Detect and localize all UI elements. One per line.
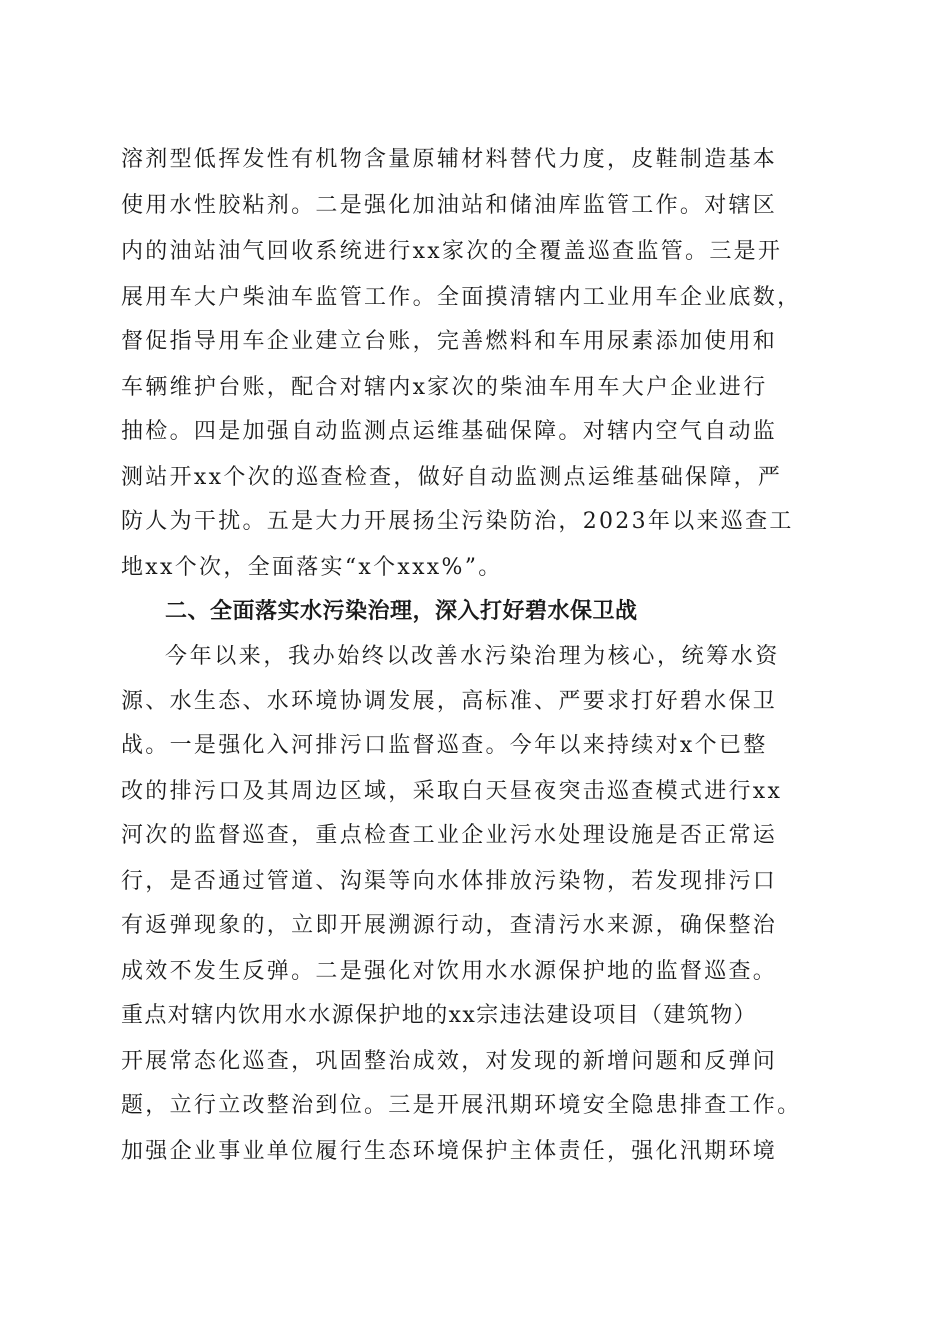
- text-line: 改的排污口及其周边区域，采取白天昼夜突击巡查模式进行xx: [121, 779, 783, 804]
- text-line: 成效不发生反弹。二是强化对饮用水水源保护地的监督巡查。: [121, 959, 778, 984]
- text-line: 今年以来，我办始终以改善水污染治理为核心，统筹水资: [165, 644, 781, 669]
- document-body: [121, 0, 841, 1344]
- text-line: 行，是否通过管道、沟渠等向水体排放污染物，若发现排污口: [121, 869, 778, 894]
- text-line: 开展常态化巡查，巩固整治成效，对发现的新增问题和反弹问: [121, 1049, 778, 1074]
- text-line: 展用车大户柴油车监管工作。全面摸清辖内工业用车企业底数，: [121, 285, 802, 310]
- text-line: 督促指导用车企业建立台账，完善燃料和车用尿素添加使用和: [121, 329, 778, 354]
- text-line: 测站开xx个次的巡查检查，做好自动监测点运维基础保障，严: [121, 465, 783, 490]
- text-line: 车辆维护台账，配合对辖内x家次的柴油车用车大户企业进行: [121, 375, 768, 400]
- text-line: 抽检。四是加强自动监测点运维基础保障。对辖内空气自动监: [121, 419, 778, 444]
- text-line: 加强企业事业单位履行生态环境保护主体责任，强化汛期环境: [121, 1139, 778, 1164]
- text-line: 战。一是强化入河排污口监督巡查。今年以来持续对x个已整: [121, 733, 768, 758]
- text-line: 题，立行立改整治到位。三是开展汛期环境安全隐患排查工作。: [121, 1093, 802, 1118]
- text-line: 重点对辖内饮用水水源保护地的xx宗违法建设项目（建筑物）: [121, 1003, 758, 1028]
- text-line: 河次的监督巡查，重点检查工业企业污水处理设施是否正常运: [121, 823, 778, 848]
- text-line: 有返弹现象的，立即开展溯源行动，查清污水来源，确保整治: [121, 913, 778, 938]
- text-line: 地xx个次，全面落实“x个xxx%”。: [121, 555, 503, 580]
- text-line: 防人为干扰。五是大力开展扬尘污染防治，2023年以来巡查工: [121, 509, 794, 534]
- section-heading: 二、全面落实水污染治理，深入打好碧水保卫战: [165, 599, 638, 624]
- text-line: 溶剂型低挥发性有机物含量原辅材料替代力度，皮鞋制造基本: [121, 147, 778, 172]
- text-line: 使用水性胶粘剂。二是强化加油站和储油库监管工作。对辖区: [121, 193, 778, 218]
- text-line: 内的油站油气回收系统进行xx家次的全覆盖巡查监管。三是开: [121, 239, 783, 264]
- text-line: 源、水生态、水环境协调发展，高标准、严要求打好碧水保卫: [121, 689, 778, 714]
